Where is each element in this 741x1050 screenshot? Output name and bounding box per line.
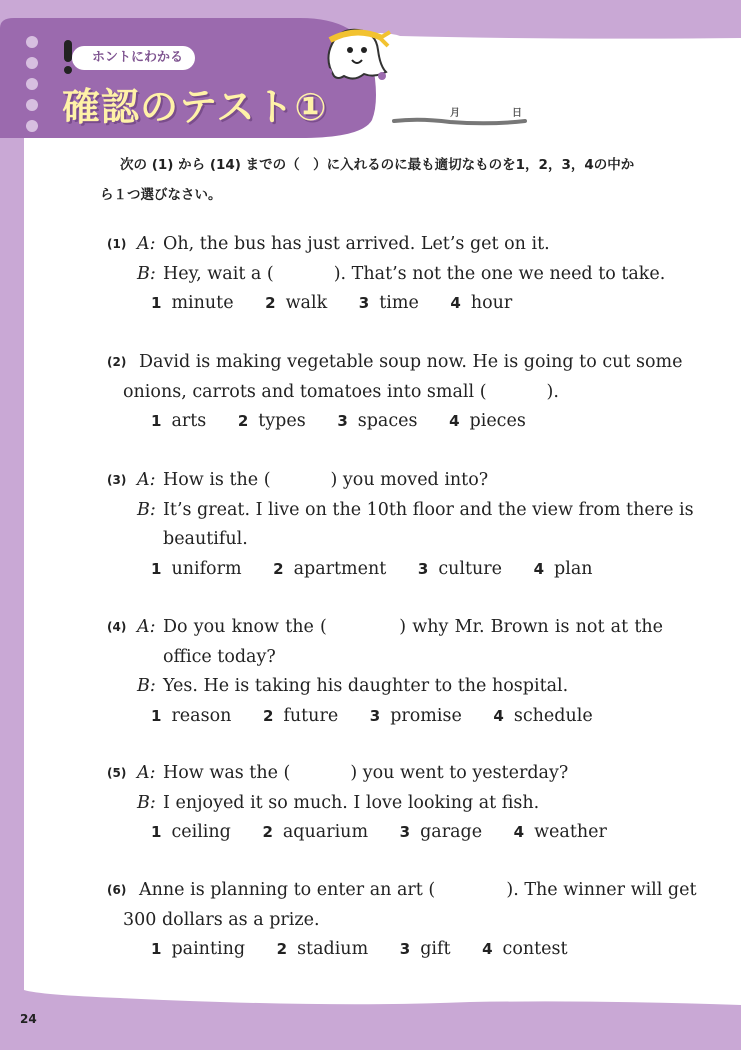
question-text: David is making vegetable soup now. He is going to cut some [139, 352, 683, 372]
dialogue-line: Yes. He is taking his daughter to the hospital. [163, 676, 569, 696]
question-number: (3) [107, 473, 127, 487]
dialogue-line: Do you know the ( [163, 617, 327, 637]
speaker-label: B: [137, 263, 156, 284]
page-title: 確認のテスト① [62, 85, 328, 129]
option[interactable]: 4 schedule [493, 705, 593, 726]
question-3 [107, 466, 694, 584]
date-field [394, 104, 524, 124]
option[interactable]: 3 spaces [337, 411, 418, 431]
question-text: ). The winner will get [506, 880, 697, 900]
dialogue-line: ). That’s not the one we need to take. [333, 263, 666, 284]
option[interactable]: 2 future [262, 705, 339, 726]
speaker-label: A: [137, 617, 156, 637]
instruction-text [100, 150, 670, 210]
answer-options [151, 935, 594, 965]
option[interactable]: 3 culture [417, 558, 503, 579]
option[interactable]: 1 minute [151, 293, 234, 313]
day-label: 日 [512, 108, 522, 119]
answer-options [151, 818, 633, 848]
option[interactable]: 2 walk [265, 293, 328, 313]
speaker-label: B: [137, 792, 156, 813]
option[interactable]: 3 gift [399, 939, 451, 959]
option[interactable]: 1 uniform [151, 558, 242, 579]
speaker-label: B: [137, 499, 156, 520]
instruction-line-2: ら１つ選びなさい。 [100, 187, 222, 203]
question-number: (5) [107, 766, 127, 780]
instruction-line-1: 次の (1) から (14) までの（ ）に入れるのに最も適切なものを1，2，3，4の中か [120, 157, 635, 173]
option[interactable]: 3 time [358, 293, 419, 313]
question-number: (6) [107, 883, 127, 897]
option[interactable]: 2 aquarium [262, 822, 369, 842]
question-number: (2) [107, 355, 127, 369]
question-1 [107, 230, 677, 319]
dialogue-line: How is the ( [163, 470, 271, 490]
option[interactable]: 2 apartment [273, 558, 387, 579]
dialogue-line: beautiful. [163, 529, 248, 549]
question-number: (1) [107, 237, 127, 251]
dialogue-line: I enjoyed it so much. I love looking at fish. [163, 792, 540, 813]
dialogue-line: ) you moved into? [330, 470, 489, 490]
question-text: Anne is planning to enter an art ( [139, 880, 436, 900]
question-text: 300 dollars as a prize. [123, 909, 320, 930]
page-number: 24 [20, 1012, 37, 1026]
answer-options [151, 407, 552, 437]
dialogue-line: It’s great. I live on the 10th floor and the view from there is [163, 499, 694, 520]
mascot-ghost-icon [316, 20, 392, 84]
dialogue-line: ) you went to yesterday? [350, 763, 569, 783]
speaker-label: A: [137, 763, 156, 783]
dialogue-line: Hey, wait a ( [163, 263, 274, 284]
option[interactable]: 4 contest [482, 939, 568, 959]
option[interactable]: 2 types [237, 411, 306, 431]
answer-options [151, 702, 619, 732]
question-number: (4) [107, 620, 127, 634]
question-5 [107, 759, 677, 848]
option[interactable]: 3 promise [369, 705, 462, 726]
option[interactable]: 3 garage [399, 822, 483, 842]
header-badge: ホントにわかる [72, 46, 195, 70]
speaker-label: B: [137, 676, 156, 696]
question-2 [107, 348, 683, 437]
question-text: ). [546, 381, 559, 402]
option[interactable]: 4 pieces [449, 411, 526, 431]
answer-options [151, 555, 619, 585]
option[interactable]: 1 reason [151, 705, 232, 726]
dialogue-line: ) why Mr. Brown is not at the [399, 617, 663, 637]
dialogue-line: office today? [163, 646, 276, 667]
option[interactable]: 4 plan [533, 558, 593, 579]
speaker-label: A: [137, 470, 156, 490]
month-label: 月 [450, 108, 460, 119]
question-6 [107, 876, 697, 965]
dialogue-line: Oh, the bus has just arrived. Let’s get on it. [163, 234, 550, 254]
option[interactable]: 4 weather [513, 822, 607, 842]
answer-options [151, 289, 538, 319]
dialogue-line: How was the ( [163, 763, 291, 783]
decorative-dots [26, 36, 40, 141]
option[interactable]: 4 hour [450, 293, 513, 313]
option[interactable]: 1 arts [151, 411, 207, 431]
option[interactable]: 2 stadium [276, 939, 369, 959]
question-4 [107, 613, 677, 731]
option[interactable]: 1 ceiling [151, 822, 231, 842]
option[interactable]: 1 painting [151, 939, 246, 959]
question-text: onions, carrots and tomatoes into small ( [123, 381, 487, 402]
speaker-label: A: [137, 234, 156, 254]
